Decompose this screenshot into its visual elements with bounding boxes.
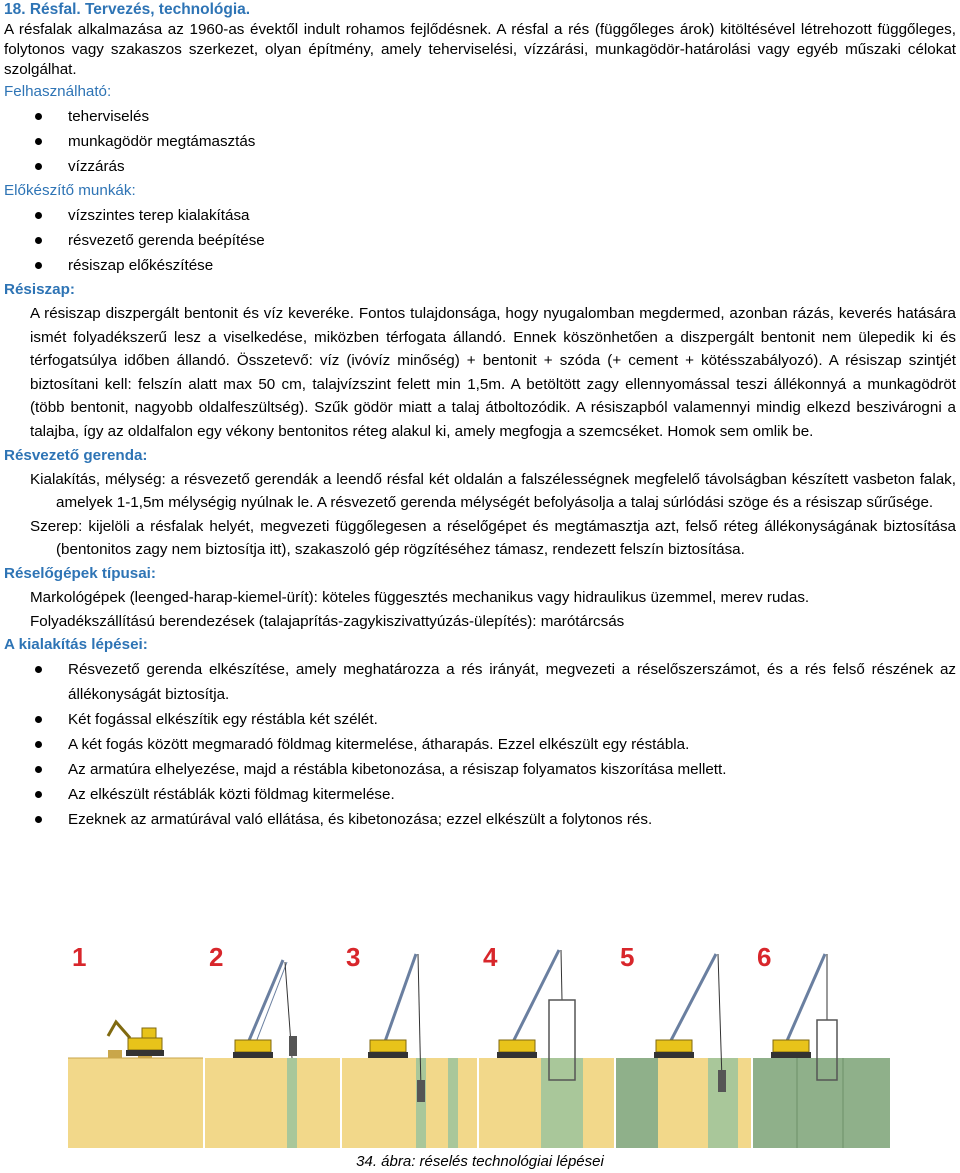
- list-item-text: Két fogással elkészítik egy réstábla két szélét.: [68, 711, 378, 729]
- continuous-wall: [753, 1058, 890, 1148]
- list-item-text: vízzárás: [68, 158, 125, 175]
- panel-number: 6: [757, 942, 772, 972]
- lepesek-list: [4, 657, 956, 832]
- bullet-icon: [35, 741, 42, 748]
- list-item: [4, 807, 956, 832]
- resiszap-heading: Résiszap:: [4, 281, 75, 298]
- resvezeto-szerep-paragraph: Szerep: kijelöli a résfalak helyét, megvezeti függőlegesen a réselőgépet és megtámasztja azt, felső réteg állékonyságának biztosítása (bentonitos zagy nem biztosítja itt), szakaszoló gép rögzítéséhez támasz, rendezett felszín biztosítása.: [30, 517, 956, 559]
- panel-number: 5: [620, 942, 635, 972]
- bullet-icon: [35, 113, 42, 120]
- list-item: [4, 732, 956, 757]
- bullet-icon: [35, 237, 42, 244]
- guide-wall: [108, 1050, 122, 1058]
- list-item: [4, 203, 956, 228]
- list-item-text: munkagödör megtámasztás: [68, 133, 256, 150]
- reselogepek-markologepek: Markológépek (leenged-harap-kiemel-ürít): köteles függesztés mechanikus vagy hidraulikus üzemmel, merev rudas.: [30, 588, 810, 606]
- felhasznalhato-list: [4, 104, 956, 179]
- list-item: [4, 253, 956, 278]
- panel-2: [205, 940, 340, 1148]
- list-item-text: Az elkészült réstáblák közti földmag kitermelése.: [68, 786, 395, 804]
- bullet-icon: [35, 816, 42, 823]
- reselogepek-heading: Réselőgépek típusai:: [4, 564, 156, 582]
- list-item: [4, 104, 956, 129]
- resiszap-paragraph: A résiszap diszpergált bentonit és víz keveréke. Fontos tulajdonsága, hogy nyugalomban megdermed, azonban rázás, keverés hatására ismét folyadékszerű lesz a viselkedése, miközben térfogata állandó. Ennek köszönhetően a diszpergált bentonit nem ülepedik ki és térfogatsúlya időben állandó. Összetevő: víz (ivóvíz minőség) + bentonit + szóda (+ cement + kötésszabályozó). A résiszap szintjét biztosítani kell: felszín alatt max 50 cm, talajvízszint felett min 1,5m. A betöltött zagy ellennyomással teszi állékonnyá a munkagödröt (több bentonit, nagyobb oldalfeszültség). Szűk gödör miatt a talaj átboltozódik. A résiszapból valamennyi mindig elkezd beszivárogni a talajba, így az oldalfalon egy vékony bentonitos réteg alakul ki, amely megfogja a szemcséket. Homok sem omlik be.: [30, 305, 956, 440]
- list-item-text: A két fogás között megmaradó földmag kitermelése, átharapás. Ezzel elkészült egy réstábla.: [68, 736, 690, 754]
- list-item-text: Az armatúra elhelyezése, majd a réstábla kibetonozása, a résiszap folyamatos kiszorítása mellett.: [68, 761, 727, 779]
- list-item-text: Ezeknek az armatúrával való ellátása, és kibetonozása; ezzel elkészült a folytonos rés.: [68, 811, 653, 829]
- panel-3: [342, 940, 477, 1148]
- bullet-icon: [35, 163, 42, 170]
- list-item: [4, 757, 956, 782]
- list-item: [4, 228, 956, 253]
- lepesek-heading: A kialakítás lépései:: [4, 636, 148, 654]
- bullet-icon: [35, 262, 42, 269]
- elokeszito-label: Előkészítő munkák:: [4, 182, 136, 199]
- bullet-icon: [35, 716, 42, 723]
- trench-slurry: [287, 1058, 297, 1148]
- bullet-icon: [35, 212, 42, 219]
- soil-layer: [68, 1058, 203, 1148]
- concrete-panel: [616, 1058, 658, 1148]
- panel-6: [753, 940, 890, 1148]
- list-item-text: vízszintes terep kialakítása: [68, 207, 250, 224]
- resvezeto-kialakitas-paragraph: Kialakítás, mélység: a résvezető gerendák a leendő résfal két oldalán a falszélességnek megfelelő távolságban készített vasbeton falak, amelyek 1-1,5m mélységig nyúlnak le. A résvezető gerenda mélységét befolyásolja a talaj súrlódási szöge és a résiszap sűrűsége.: [30, 470, 956, 512]
- reselogepek-folyadekszallitasu: Folyadékszállítású berendezések (talajaprítás-zagykiszivattyúzás-ülepítés): marótárcsás: [30, 612, 625, 630]
- reseles-figure: [68, 940, 890, 1148]
- list-item-text: résvezető gerenda beépítése: [68, 232, 265, 249]
- document: [4, 0, 956, 832]
- panel-1: [68, 940, 203, 1148]
- page-title: 18. Résfal. Tervezés, technológia.: [4, 1, 251, 18]
- list-item: [4, 707, 956, 732]
- list-item-text: résiszap előkészítése: [68, 257, 214, 274]
- list-item: [4, 154, 956, 179]
- bullet-icon: [35, 666, 42, 673]
- list-item: [4, 782, 956, 807]
- figure-caption: 34. ábra: réselés technológiai lépései: [356, 1153, 604, 1170]
- figure-svg: [68, 940, 890, 1148]
- panel-number: 1: [72, 942, 87, 972]
- panel-number: 4: [483, 942, 498, 972]
- panel-4: [479, 940, 614, 1148]
- list-item-text: teherviselés: [68, 108, 150, 125]
- bullet-icon: [35, 138, 42, 145]
- panel-number: 3: [346, 942, 361, 972]
- felhasznalhato-label: Felhasználható:: [4, 83, 112, 100]
- list-item-text: Résvezető gerenda elkészítése, amely meghatározza a rés irányát, megvezeti a réselőszerszámot, és a rés felső részének az állékonyságát biztosítja.: [68, 661, 956, 704]
- trench-panel: [541, 1058, 583, 1148]
- intro-paragraph: A résfalak alkalmazása az 1960-as évektől indult rohamos fejlődésnek. A résfal a rés (függőleges árok) kitöltésével létrehozott függőleges, folytonos vagy szakaszos szerkezet, olyan építmény, amely teherviselési, vízzárási, munkagödör-határolási vagy egyéb műszaki célokat szolgálhat.: [4, 21, 956, 78]
- list-item: [4, 657, 956, 707]
- list-item: [4, 129, 956, 154]
- bullet-icon: [35, 766, 42, 773]
- panel-5: [616, 940, 751, 1148]
- grab-icon: [289, 1036, 297, 1056]
- resvezeto-heading: Résvezető gerenda:: [4, 446, 148, 464]
- bullet-icon: [35, 791, 42, 798]
- panel-number: 2: [209, 942, 224, 972]
- elokeszito-list: [4, 203, 956, 278]
